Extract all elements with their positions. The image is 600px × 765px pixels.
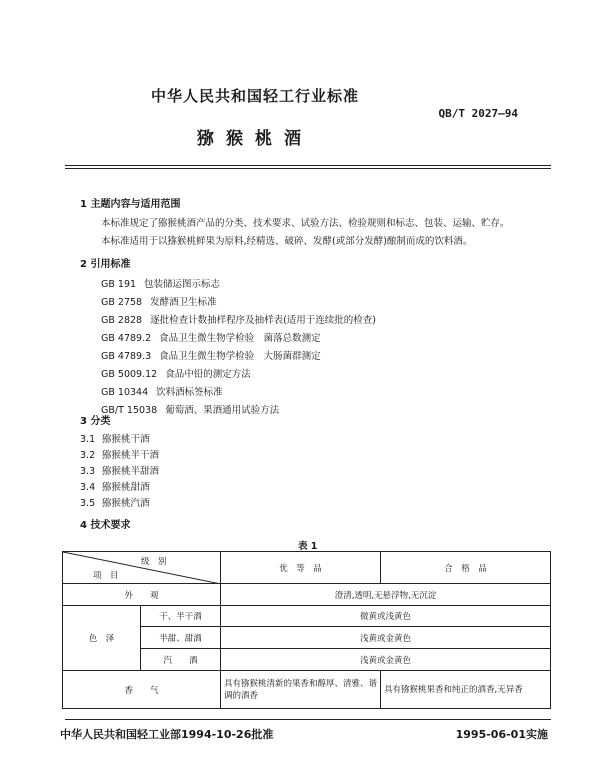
classification-item <box>80 479 150 493</box>
classification-number: 3.5 <box>80 498 96 509</box>
classification-number: 3.4 <box>80 482 96 493</box>
classification-text: 猕猴桃甜酒 <box>102 482 150 493</box>
reference-item <box>101 276 220 290</box>
aroma-excellent: 具有猕猴桃清新的果香和醇厚、清雅、谐调的酒香 <box>221 671 381 709</box>
section-1-para-2: 本标准适用于以猕猴桃鲜果为原料,经精选、破碎、发酵(或部分发酵)酿制而成的饮料酒。 <box>101 236 473 247</box>
section-2-heading: 2 引用标准 <box>80 259 131 270</box>
reference-code: GB 2758 <box>101 297 143 308</box>
header-rule-top <box>65 165 551 166</box>
footer-issuer: 中华人民共和国轻工业部1994-10-26批准 <box>60 728 274 741</box>
classification-item <box>80 463 159 477</box>
classification-text: 猕猴桃半甜酒 <box>102 466 160 477</box>
footer-effective-date: 1995-06-01实施 <box>455 728 548 741</box>
color-label: 色 泽 <box>63 606 141 671</box>
aroma-qualified: 具有猕猴桃果香和纯正的酒香,无异香 <box>381 671 551 709</box>
industry-standard-heading: 中华人民共和国轻工行业标准 <box>150 87 359 105</box>
table-corner-cell <box>63 552 221 584</box>
reference-name: 逐批检查计数抽样程序及抽样表(适用于连续批的检查) <box>150 315 376 326</box>
classification-number: 3.1 <box>80 434 96 445</box>
col-qualified-header: 合 格 品 <box>381 552 551 584</box>
corner-grade-label: 级 别 <box>141 557 167 567</box>
color-sub-3-name: 汽 酒 <box>141 649 221 671</box>
reference-name: 包装储运图示标志 <box>144 279 221 290</box>
reference-item <box>101 384 223 398</box>
appearance-value: 澄清,透明,无悬浮物,无沉淀 <box>221 584 551 606</box>
classification-item <box>80 447 159 461</box>
aroma-label: 香 气 <box>63 671 221 709</box>
table-caption: 表 1 <box>298 541 318 552</box>
color-sub-3-value: 浅黄或金黄色 <box>221 649 551 671</box>
reference-name: 发酵酒卫生标准 <box>150 297 217 308</box>
reference-code: GB 191 <box>101 279 137 290</box>
footer-rule <box>65 719 551 720</box>
section-1-heading: 1 主题内容与适用范围 <box>80 199 181 210</box>
classification-text: 猕猴桃干酒 <box>102 434 150 445</box>
standard-code: QB/T 2027—94 <box>438 107 518 120</box>
reference-code: GB/T 15038 <box>101 405 158 416</box>
classification-number: 3.2 <box>80 450 96 461</box>
classification-text: 猕猴桃半干酒 <box>102 450 160 461</box>
section-4-heading: 4 技术要求 <box>80 520 131 531</box>
row-color-1 <box>63 606 551 627</box>
document-title: 猕猴桃酒 <box>197 129 313 149</box>
color-sub-1-value: 微黄或浅黄色 <box>221 606 551 627</box>
reference-name: 食品中铅的测定方法 <box>165 369 251 380</box>
reference-code: GB 4789.3 <box>101 351 152 362</box>
requirements-table <box>62 551 551 709</box>
reference-code: GB 10344 <box>101 387 149 398</box>
reference-item <box>101 330 321 344</box>
reference-code: GB 5009.12 <box>101 369 158 380</box>
classification-text: 猕猴桃汽酒 <box>102 498 150 509</box>
reference-name: 饮料酒标签标准 <box>156 387 223 398</box>
header-rule-bottom <box>65 168 551 169</box>
reference-name: 食品卫生微生物学检验 菌落总数测定 <box>159 333 321 344</box>
reference-item <box>101 348 321 362</box>
classification-number: 3.3 <box>80 466 96 477</box>
reference-item <box>101 294 217 308</box>
reference-name: 食品卫生微生物学检验 大肠菌群测定 <box>159 351 321 362</box>
color-sub-1-name: 干、半干酒 <box>141 606 221 627</box>
reference-name: 葡萄酒、果酒通用试验方法 <box>165 405 280 416</box>
reference-item <box>101 366 251 380</box>
reference-code: GB 4789.2 <box>101 333 152 344</box>
classification-item <box>80 495 150 509</box>
table-header-row <box>63 552 551 584</box>
row-appearance <box>63 584 551 606</box>
section-1-para-1: 本标准规定了猕猴桃酒产品的分类、技术要求、试验方法、检验规则和标志、包装、运输、贮存。 <box>101 218 510 229</box>
reference-item <box>101 312 376 326</box>
reference-code: GB 2828 <box>101 315 143 326</box>
section-3-heading: 3 分类 <box>80 416 111 427</box>
color-sub-2-value: 浅黄或金黄色 <box>221 627 551 649</box>
color-sub-2-name: 半甜、甜酒 <box>141 627 221 649</box>
row-aroma <box>63 671 551 709</box>
appearance-label: 外 观 <box>63 584 221 606</box>
corner-item-label: 项 目 <box>93 571 119 581</box>
reference-item <box>101 402 279 416</box>
col-excellent-header: 优 等 品 <box>221 552 381 584</box>
classification-item <box>80 431 150 445</box>
